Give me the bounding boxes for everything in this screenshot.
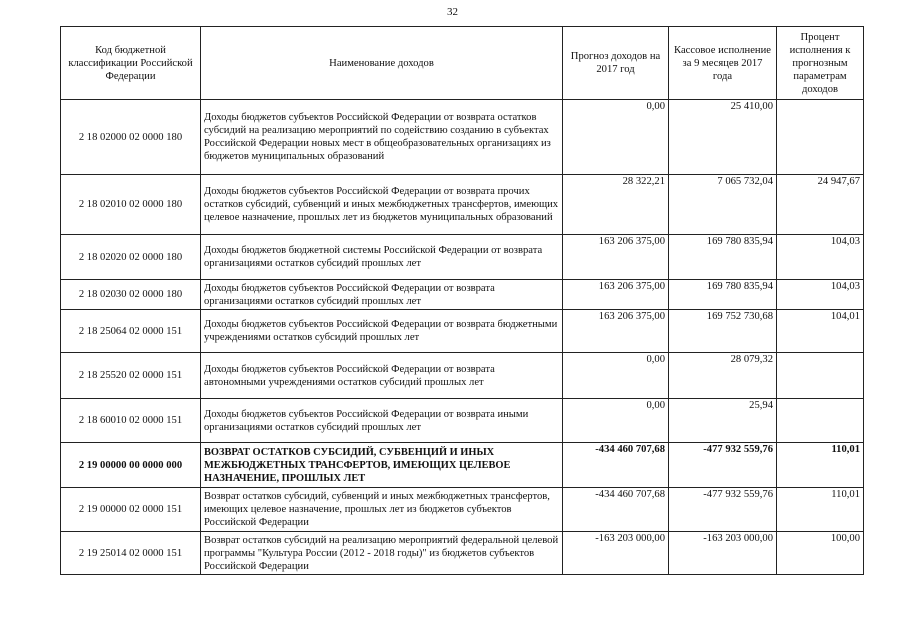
header-name: Наименование доходов — [201, 27, 563, 100]
row-name: Доходы бюджетов субъектов Российской Федерации от возврата прочих остатков субсидий, субвенций и иных межбюджетных трансфертов, имеющих целевое назначение, прошлых лет из бюджетов муниципальных образований — [201, 175, 563, 235]
row-forecast: 163 206 375,00 — [563, 280, 669, 310]
row-name: Доходы бюджетов субъектов Российской Федерации от возврата остатков субсидий на реализацию мероприятий по содействию созданию в субъектах Российской Федерации новых мест в общеобразовательных организациях из бюджетов муниципальных образований — [201, 100, 563, 175]
revenue-table — [60, 26, 864, 575]
header-forecast: Прогноз доходов на 2017 год — [563, 27, 669, 100]
row-percent: 100,00 — [777, 532, 864, 575]
row-cash: -477 932 559,76 — [669, 443, 777, 488]
row-cash: 169 780 835,94 — [669, 280, 777, 310]
row-cash: -163 203 000,00 — [669, 532, 777, 575]
row-forecast: -434 460 707,68 — [563, 488, 669, 532]
row-cash: 169 780 835,94 — [669, 235, 777, 280]
row-forecast: 163 206 375,00 — [563, 235, 669, 280]
row-cash: 25 410,00 — [669, 100, 777, 175]
table-row — [61, 175, 864, 235]
row-percent — [777, 100, 864, 175]
row-forecast: 0,00 — [563, 399, 669, 443]
row-forecast: 28 322,21 — [563, 175, 669, 235]
table-row — [61, 399, 864, 443]
row-code: 2 18 02010 02 0000 180 — [61, 175, 201, 235]
row-forecast: 163 206 375,00 — [563, 310, 669, 353]
row-name: Доходы бюджетов субъектов Российской Федерации от возврата автономными учреждениями остатков субсидий прошлых лет — [201, 353, 563, 399]
row-percent — [777, 399, 864, 443]
row-name: Доходы бюджетов субъектов Российской Федерации от возврата организациями остатков субсидий прошлых лет — [201, 280, 563, 310]
row-percent: 110,01 — [777, 488, 864, 532]
row-cash: 25,94 — [669, 399, 777, 443]
row-name: Возврат остатков субсидий, субвенций и иных межбюджетных трансфертов, имеющих целевое назначение, прошлых лет из бюджетов субъектов Российской Федерации — [201, 488, 563, 532]
header-code: Код бюджетной классификации Российской Федерации — [61, 27, 201, 100]
table-row — [61, 310, 864, 353]
table-row — [61, 353, 864, 399]
table-row — [61, 100, 864, 175]
row-cash: 169 752 730,68 — [669, 310, 777, 353]
row-percent — [777, 353, 864, 399]
page-number: 32 — [447, 6, 458, 18]
row-code: 2 18 60010 02 0000 151 — [61, 399, 201, 443]
header-cash: Кассовое исполнение за 9 месяцев 2017 года — [669, 27, 777, 100]
row-forecast: -163 203 000,00 — [563, 532, 669, 575]
row-percent: 104,01 — [777, 310, 864, 353]
row-percent: 104,03 — [777, 235, 864, 280]
row-percent: 104,03 — [777, 280, 864, 310]
row-name: Возврат остатков субсидий на реализацию мероприятий федеральной целевой программы "Культура России (2012 - 2018 годы)" из бюджетов субъектов Российской Федерации — [201, 532, 563, 575]
row-forecast: -434 460 707,68 — [563, 443, 669, 488]
table-row — [61, 280, 864, 310]
row-code: 2 18 02000 02 0000 180 — [61, 100, 201, 175]
table-row — [61, 532, 864, 575]
table-header-row — [61, 27, 864, 100]
row-forecast: 0,00 — [563, 100, 669, 175]
row-code: 2 19 00000 00 0000 000 — [61, 443, 201, 488]
header-percent: Процент исполнения к прогнозным параметрам доходов — [777, 27, 864, 100]
row-name: Доходы бюджетов бюджетной системы Российской Федерации от возврата организациями остатков субсидий прошлых лет — [201, 235, 563, 280]
row-forecast: 0,00 — [563, 353, 669, 399]
row-code: 2 19 00000 02 0000 151 — [61, 488, 201, 532]
row-code: 2 18 02030 02 0000 180 — [61, 280, 201, 310]
row-cash: 7 065 732,04 — [669, 175, 777, 235]
table-body — [61, 100, 864, 575]
row-cash: -477 932 559,76 — [669, 488, 777, 532]
row-name: Доходы бюджетов субъектов Российской Федерации от возврата иными организациями остатков субсидий прошлых лет — [201, 399, 563, 443]
row-code: 2 18 02020 02 0000 180 — [61, 235, 201, 280]
row-percent: 24 947,67 — [777, 175, 864, 235]
table-row — [61, 235, 864, 280]
row-code: 2 18 25064 02 0000 151 — [61, 310, 201, 353]
row-name: ВОЗВРАТ ОСТАТКОВ СУБСИДИЙ, СУБВЕНЦИЙ И ИНЫХ МЕЖБЮДЖЕТНЫХ ТРАНСФЕРТОВ, ИМЕЮЩИХ ЦЕЛЕВОЕ НАЗНАЧЕНИЕ, ПРОШЛЫХ ЛЕТ — [201, 443, 563, 488]
row-cash: 28 079,32 — [669, 353, 777, 399]
table-row — [61, 488, 864, 532]
table-row-total — [61, 443, 864, 488]
row-percent: 110,01 — [777, 443, 864, 488]
row-code: 2 18 25520 02 0000 151 — [61, 353, 201, 399]
row-code: 2 19 25014 02 0000 151 — [61, 532, 201, 575]
row-name: Доходы бюджетов субъектов Российской Федерации от возврата бюджетными учреждениями остатков субсидий прошлых лет — [201, 310, 563, 353]
